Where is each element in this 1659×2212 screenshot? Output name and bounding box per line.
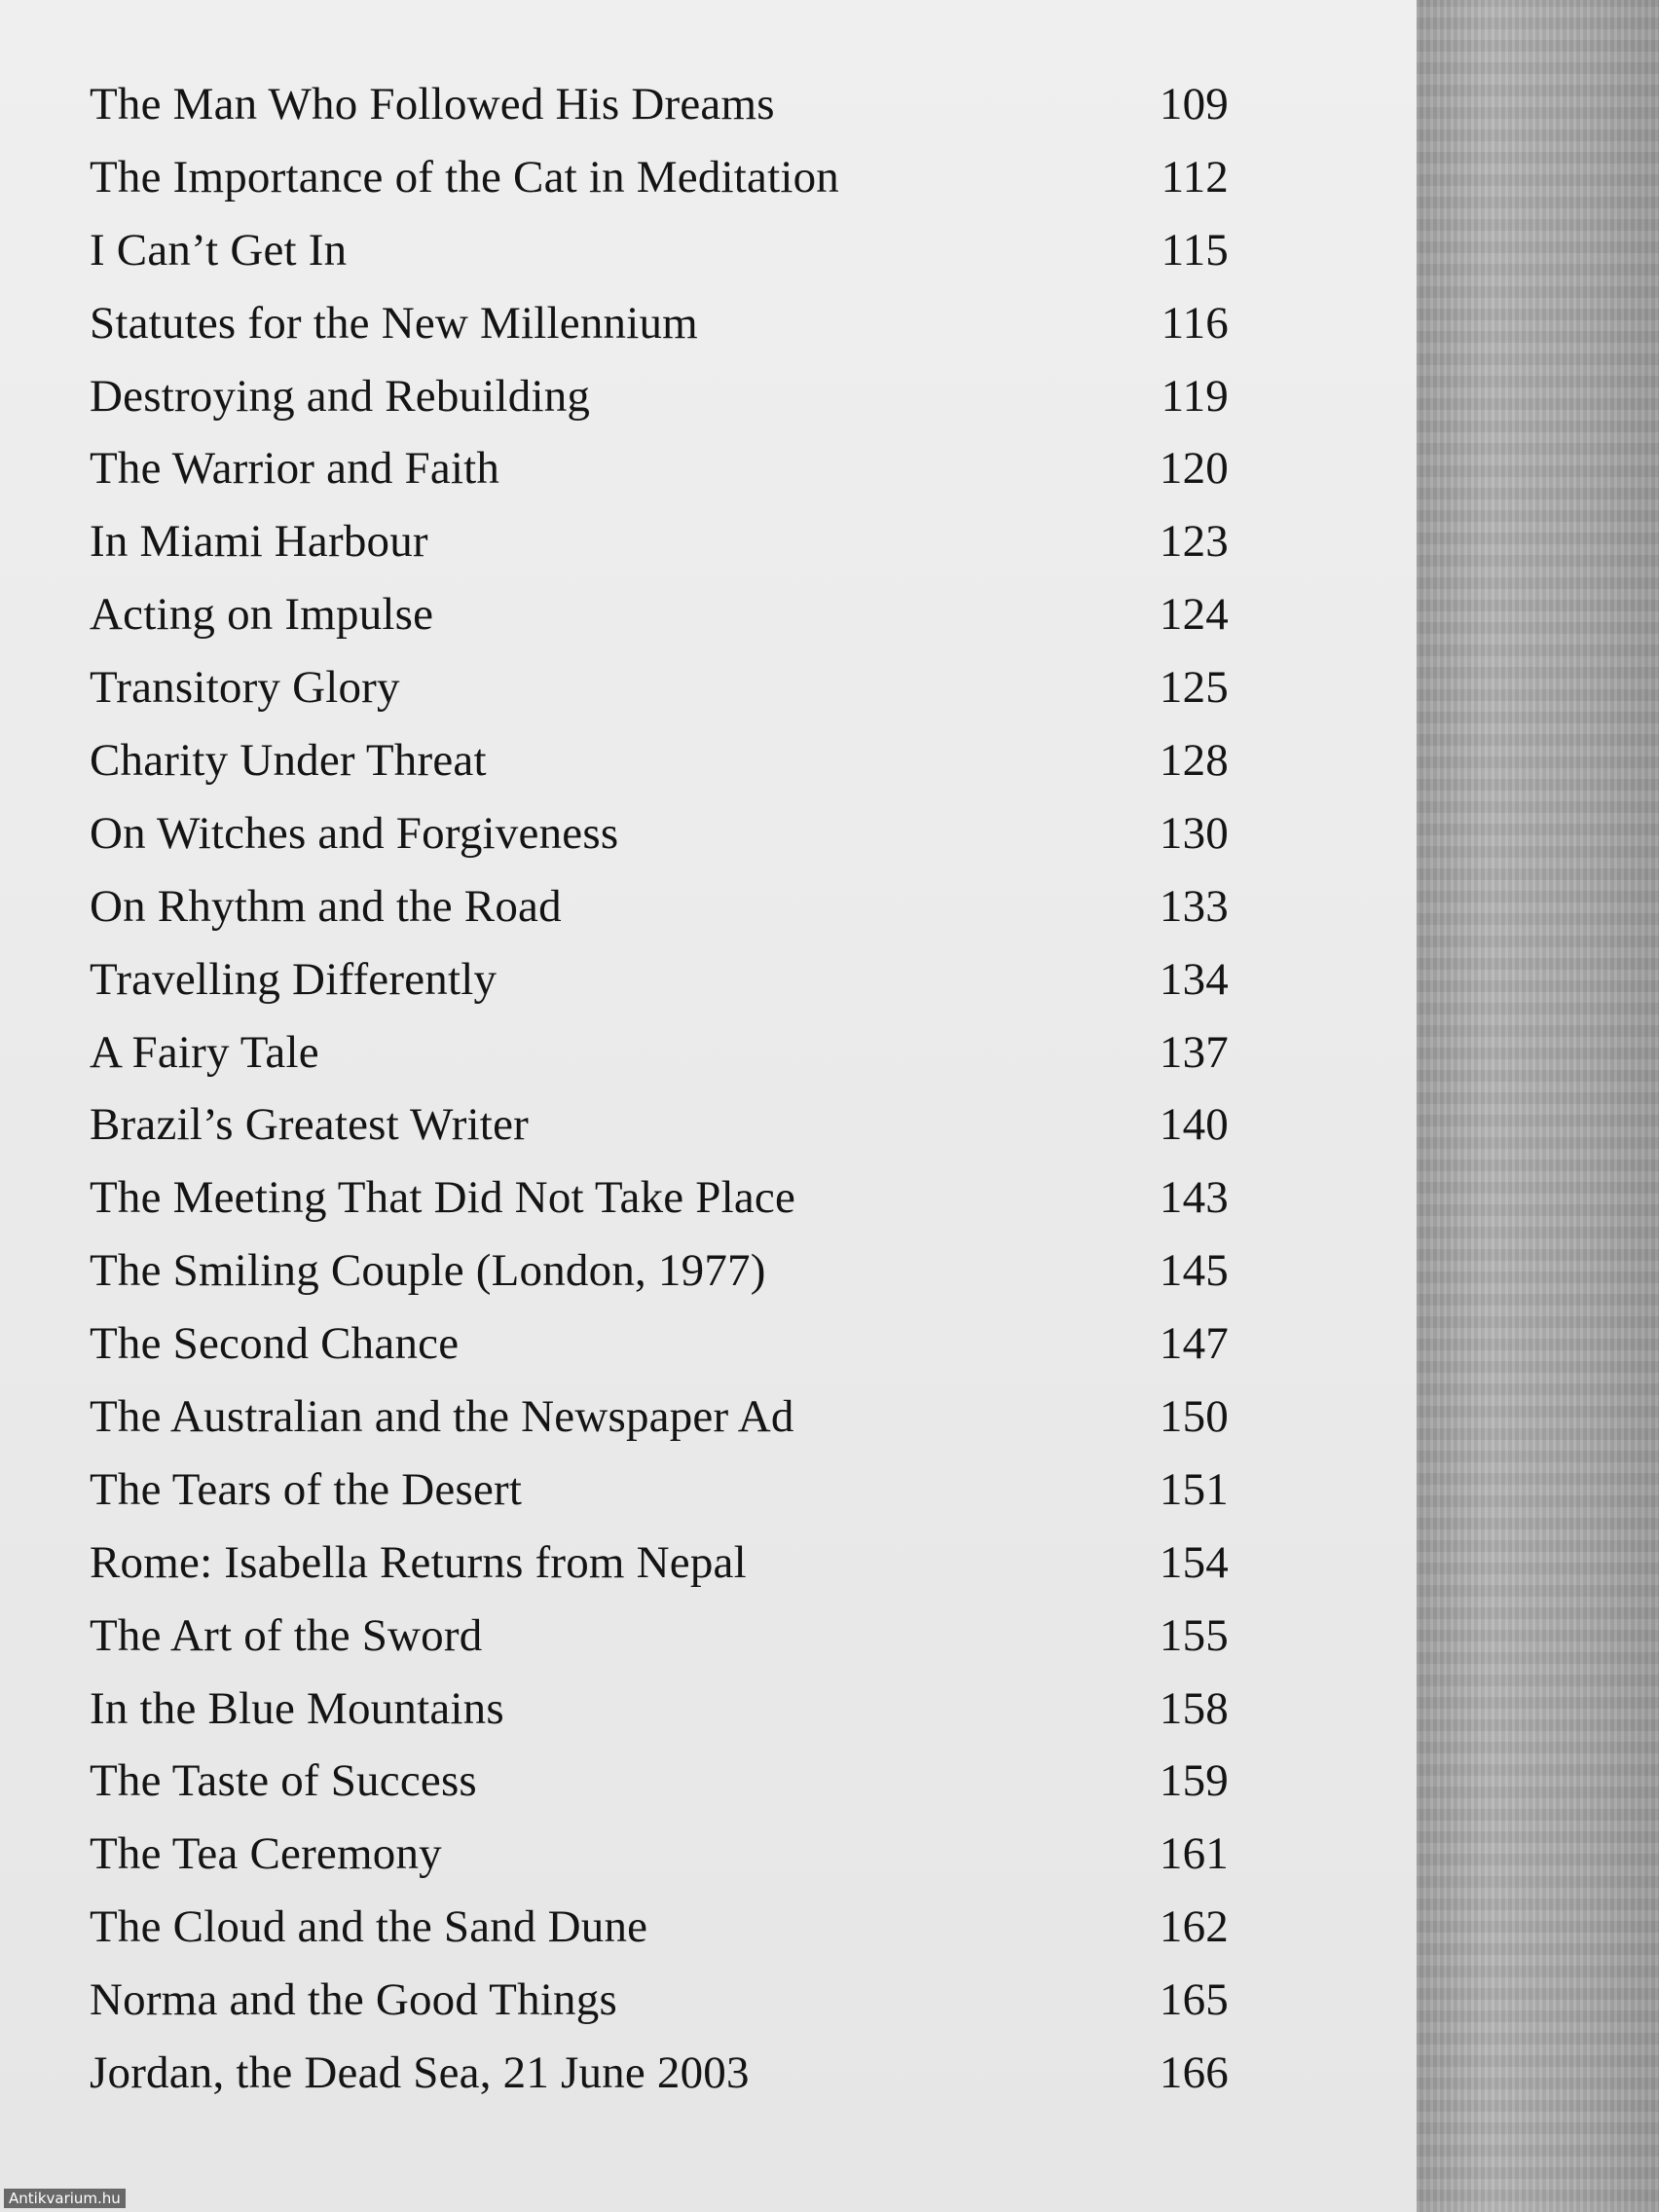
toc-entry-title: The Art of the Sword — [90, 1609, 483, 1661]
toc-entry-title: Statutes for the New Millennium — [90, 297, 698, 349]
toc-entry-title: The Smiling Couple (London, 1977) — [90, 1245, 766, 1297]
toc-entry-page-number: 124 — [1159, 589, 1229, 641]
toc-entry-title: The Warrior and Faith — [90, 443, 500, 495]
toc-entry-title: Transitory Glory — [90, 662, 400, 714]
toc-entry — [90, 297, 1238, 370]
toc-entry — [90, 1827, 1238, 1900]
toc-entry-page-number: 161 — [1159, 1828, 1229, 1880]
toc-entry-title: Travelling Differently — [90, 953, 498, 1005]
watermark-label: Antikvarium.hu — [4, 2189, 126, 2208]
toc-entry-title: Rome: Isabella Returns from Nepal — [90, 1536, 747, 1588]
toc-entry-title: In Miami Harbour — [90, 516, 428, 568]
toc-entry-page-number: 154 — [1159, 1536, 1229, 1588]
toc-entry — [90, 370, 1238, 443]
toc-entry-title: The Importance of the Cat in Meditation — [90, 151, 840, 203]
toc-entry-page-number: 120 — [1159, 443, 1229, 495]
toc-entry-page-number: 159 — [1159, 1755, 1229, 1807]
toc-entry-page-number: 165 — [1159, 1974, 1229, 2026]
toc-entry-page-number: 143 — [1159, 1172, 1229, 1224]
toc-entry — [90, 661, 1238, 734]
toc-entry — [90, 588, 1238, 661]
toc-entry-title: The Cloud and the Sand Dune — [90, 1901, 648, 1953]
toc-entry-page-number: 166 — [1159, 2047, 1229, 2099]
toc-entry-page-number: 112 — [1161, 151, 1229, 203]
toc-entry-title: A Fairy Tale — [90, 1026, 319, 1078]
toc-entry — [90, 1536, 1238, 1609]
toc-entry-title: Acting on Impulse — [90, 589, 434, 641]
toc-entry-title: The Meeting That Did Not Take Place — [90, 1172, 796, 1224]
toc-entry — [90, 734, 1238, 807]
toc-entry — [90, 807, 1238, 880]
toc-entry-page-number: 147 — [1159, 1318, 1229, 1370]
toc-entry — [90, 78, 1238, 151]
toc-entry-title: Norma and the Good Things — [90, 1974, 617, 2026]
toc-entry-title: The Taste of Success — [90, 1755, 477, 1807]
toc-entry-title: The Tea Ceremony — [90, 1828, 442, 1880]
toc-entry-title: I Can’t Get In — [90, 224, 348, 276]
table-of-contents — [90, 78, 1238, 2120]
toc-entry-page-number: 133 — [1159, 880, 1229, 932]
toc-entry — [90, 1317, 1238, 1390]
toc-entry-title: Brazil’s Greatest Writer — [90, 1099, 529, 1151]
toc-entry — [90, 1754, 1238, 1827]
toc-entry-page-number: 116 — [1161, 297, 1229, 349]
toc-entry-page-number: 151 — [1159, 1463, 1229, 1515]
toc-entry-title: On Rhythm and the Road — [90, 880, 562, 932]
toc-entry — [90, 1900, 1238, 1973]
toc-entry-page-number: 123 — [1159, 516, 1229, 568]
toc-entry — [90, 1026, 1238, 1099]
toc-entry — [90, 1098, 1238, 1171]
toc-entry — [90, 1973, 1238, 2046]
toc-entry-page-number: 145 — [1159, 1245, 1229, 1297]
toc-entry-title: Charity Under Threat — [90, 735, 487, 787]
toc-entry-title: Destroying and Rebuilding — [90, 370, 591, 422]
toc-entry — [90, 1609, 1238, 1682]
toc-entry-page-number: 162 — [1159, 1901, 1229, 1953]
toc-entry — [90, 151, 1238, 224]
toc-entry-page-number: 125 — [1159, 662, 1229, 714]
toc-entry — [90, 1171, 1238, 1244]
page-edge-background — [1417, 0, 1659, 2212]
toc-entry — [90, 2046, 1238, 2120]
toc-entry-title: The Tears of the Desert — [90, 1463, 523, 1515]
toc-entry-title: In the Blue Mountains — [90, 1682, 504, 1734]
toc-entry — [90, 1463, 1238, 1536]
toc-entry — [90, 953, 1238, 1026]
toc-entry-page-number: 128 — [1159, 735, 1229, 787]
toc-entry-title: The Second Chance — [90, 1318, 460, 1370]
toc-entry — [90, 515, 1238, 588]
toc-entry — [90, 880, 1238, 953]
toc-entry — [90, 1390, 1238, 1463]
toc-entry-title: Jordan, the Dead Sea, 21 June 2003 — [90, 2047, 750, 2099]
toc-entry-page-number: 155 — [1159, 1609, 1229, 1661]
toc-entry — [90, 442, 1238, 515]
toc-entry-page-number: 119 — [1161, 370, 1229, 422]
toc-entry — [90, 1682, 1238, 1755]
toc-entry-page-number: 140 — [1159, 1099, 1229, 1151]
toc-entry-page-number: 109 — [1159, 79, 1229, 129]
toc-entry-page-number: 158 — [1159, 1682, 1229, 1734]
toc-entry-page-number: 137 — [1159, 1026, 1229, 1078]
toc-entry-page-number: 150 — [1159, 1391, 1229, 1443]
toc-entry-page-number: 130 — [1159, 807, 1229, 859]
toc-entry-title: On Witches and Forgiveness — [90, 807, 619, 859]
toc-entry-title: The Australian and the Newspaper Ad — [90, 1391, 794, 1443]
toc-entry — [90, 1244, 1238, 1317]
toc-entry-page-number: 115 — [1161, 224, 1229, 276]
toc-entry-page-number: 134 — [1159, 953, 1229, 1005]
toc-entry — [90, 224, 1238, 297]
toc-entry-title: The Man Who Followed His Dreams — [90, 79, 775, 129]
